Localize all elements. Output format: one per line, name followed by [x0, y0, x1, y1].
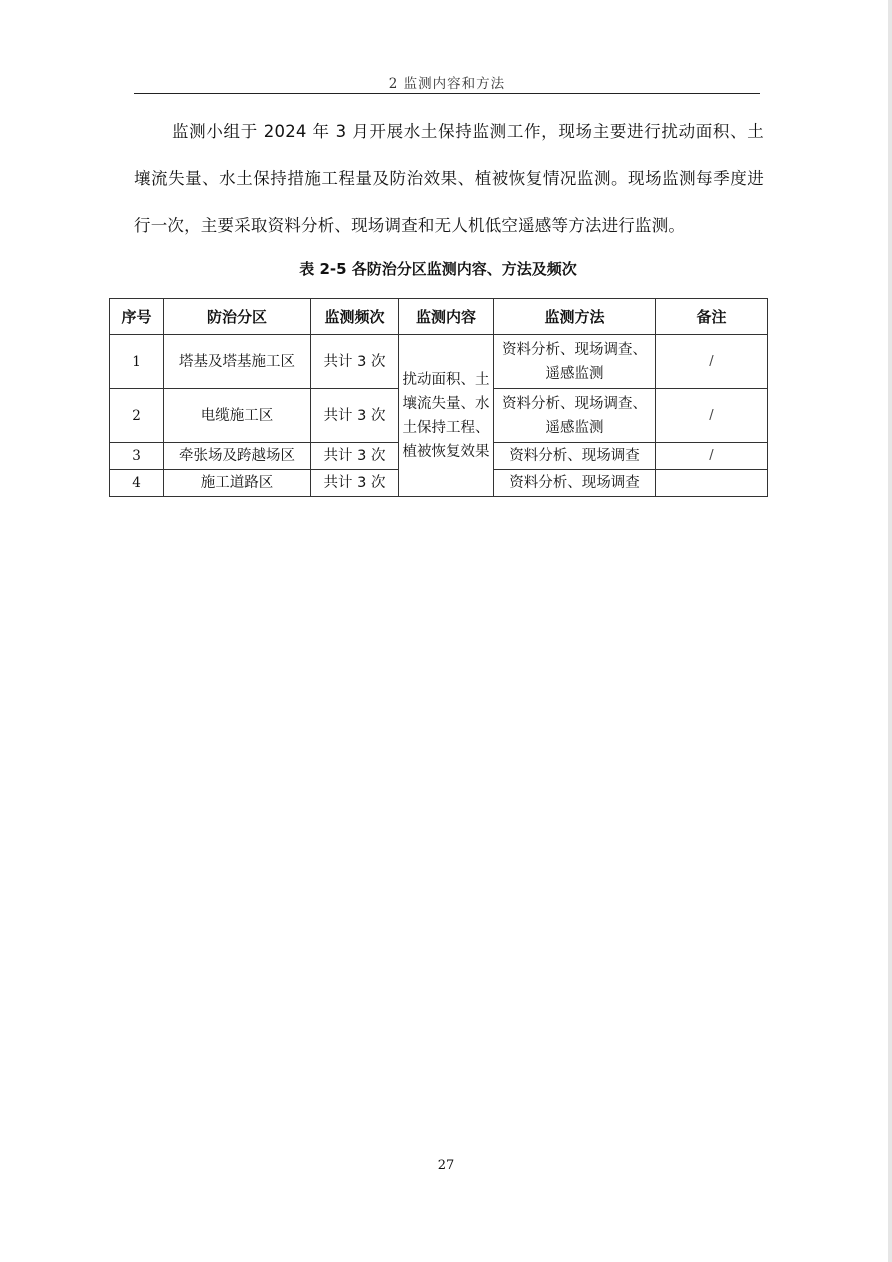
page-number: 27 — [437, 1158, 455, 1173]
zone-cell: 牵张场及跨越场区 — [164, 443, 311, 470]
frequency-cell: 共计 3 次 — [311, 470, 399, 497]
header-cell-frequency: 监测频次 — [311, 299, 399, 335]
frequency-cell: 共计 3 次 — [311, 335, 399, 389]
method-cell: 资料分析、现场调查 — [494, 470, 656, 497]
row-number: 3 — [110, 443, 164, 470]
note-cell: / — [656, 389, 768, 443]
method-cell: 资料分析、现场调查、遥感监测 — [494, 335, 656, 389]
zone-cell: 施工道路区 — [164, 470, 311, 497]
note-cell — [656, 470, 768, 497]
running-header: 2 监测内容和方法 — [388, 76, 506, 92]
table-row — [110, 335, 768, 389]
frequency-cell: 共计 3 次 — [311, 389, 399, 443]
table-header-row — [110, 299, 768, 335]
header-cell-method: 监测方法 — [494, 299, 656, 335]
frequency-cell: 共计 3 次 — [311, 443, 399, 470]
row-number: 2 — [110, 389, 164, 443]
header-rule — [134, 93, 760, 94]
table-caption: 表 2-5 各防治分区监测内容、方法及频次 — [299, 260, 577, 278]
monitoring-table — [109, 298, 768, 497]
method-cell: 资料分析、现场调查 — [494, 443, 656, 470]
note-cell: / — [656, 443, 768, 470]
row-number: 1 — [110, 335, 164, 389]
zone-cell: 电缆施工区 — [164, 389, 311, 443]
page-edge — [888, 0, 892, 1262]
note-cell: / — [656, 335, 768, 389]
method-cell: 资料分析、现场调查、遥感监测 — [494, 389, 656, 443]
header-cell-zone: 防治分区 — [164, 299, 311, 335]
header-cell-no: 序号 — [110, 299, 164, 335]
header-cell-content: 监测内容 — [399, 299, 494, 335]
body-paragraph: 监测小组于 2024 年 3 月开展水土保持监测工作，现场主要进行扰动面积、土壤流失量、水土保持措施工程量及防治效果、植被恢复情况监测。现场监测每季度进行一次，主要采取资料分析、现场调查和无人机低空遥感等方法进行监测。 — [134, 122, 764, 235]
monitoring-content-cell: 扰动面积、土壤流失量、水土保持工程、植被恢复效果 — [399, 335, 494, 497]
row-number: 4 — [110, 470, 164, 497]
header-cell-note: 备注 — [656, 299, 768, 335]
zone-cell: 塔基及塔基施工区 — [164, 335, 311, 389]
